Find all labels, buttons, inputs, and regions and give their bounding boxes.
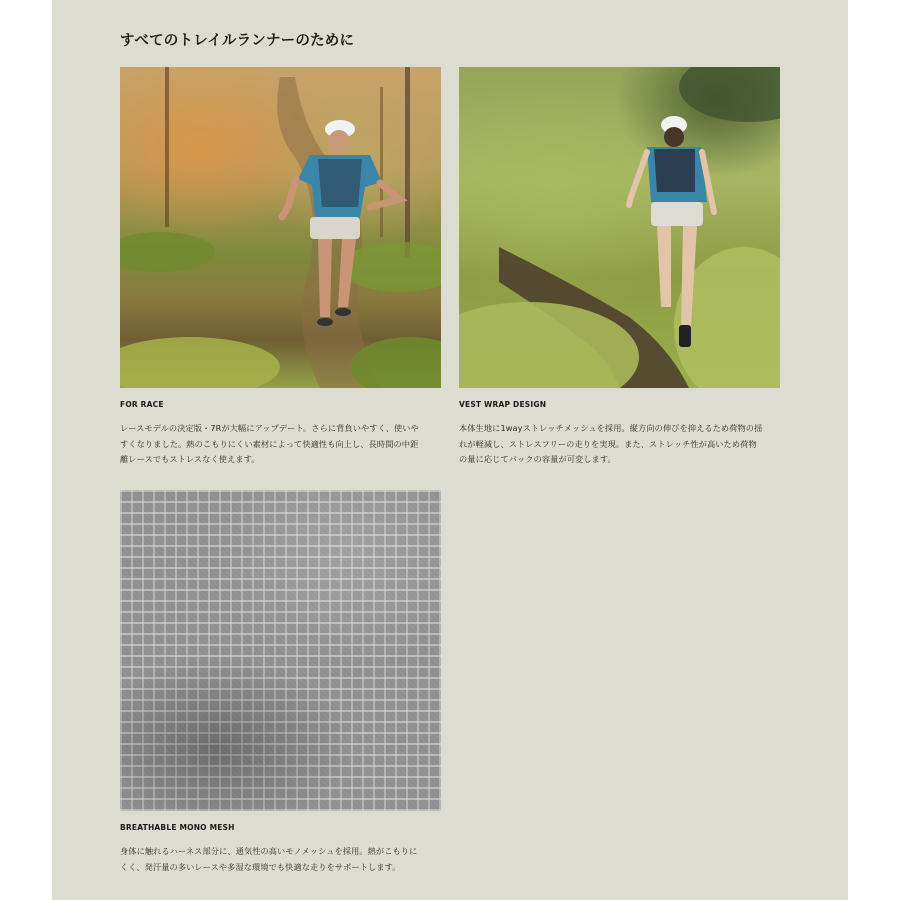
feature-card-vest-wrap <box>459 67 780 468</box>
description-line: レースモデルの決定版・7Rが大幅にアップデート。さらに背負いやすく、使いや <box>120 423 419 433</box>
description-line: 本体生地に1wayストレッチメッシュを採用。縦方向の伸びを抑えるため荷物の揺 <box>459 423 763 433</box>
description-line: れが軽減し、ストレスフリーの走りを実現。また、ストレッチ性が高いため荷物 <box>459 438 757 449</box>
description-line: 身体に触れるハーネス部分に、通気性の高いモノメッシュを採用。熱がこもりに <box>120 846 418 856</box>
feature-description <box>459 421 780 468</box>
feature-description <box>120 844 441 875</box>
trail-runner-forest-photo <box>120 67 441 388</box>
feature-label: FOR RACE <box>120 400 164 409</box>
mono-mesh-fabric-closeup-photo <box>120 490 441 811</box>
description-line: 離レースでもストレスなく使えます。 <box>120 454 260 464</box>
section-heading: すべてのトレイルランナーのために <box>120 33 355 49</box>
feature-label: VEST WRAP DESIGN <box>459 400 547 409</box>
trail-runner-back-view-photo <box>459 67 780 388</box>
description-line: の量に応じてパックの容量が可変します。 <box>459 454 616 464</box>
description-line: すくなりました。熱のこもりにくい素材によって快適性も向上し、長時間の中距 <box>120 438 419 449</box>
feature-description <box>120 421 441 468</box>
feature-label: BREATHABLE MONO MESH <box>120 823 235 832</box>
description-line: くく、発汗量の多いレースや多湿な環境でも快適な走りをサポートします。 <box>120 861 401 872</box>
feature-card-mono-mesh <box>120 490 441 875</box>
feature-card-for-race <box>120 67 441 468</box>
